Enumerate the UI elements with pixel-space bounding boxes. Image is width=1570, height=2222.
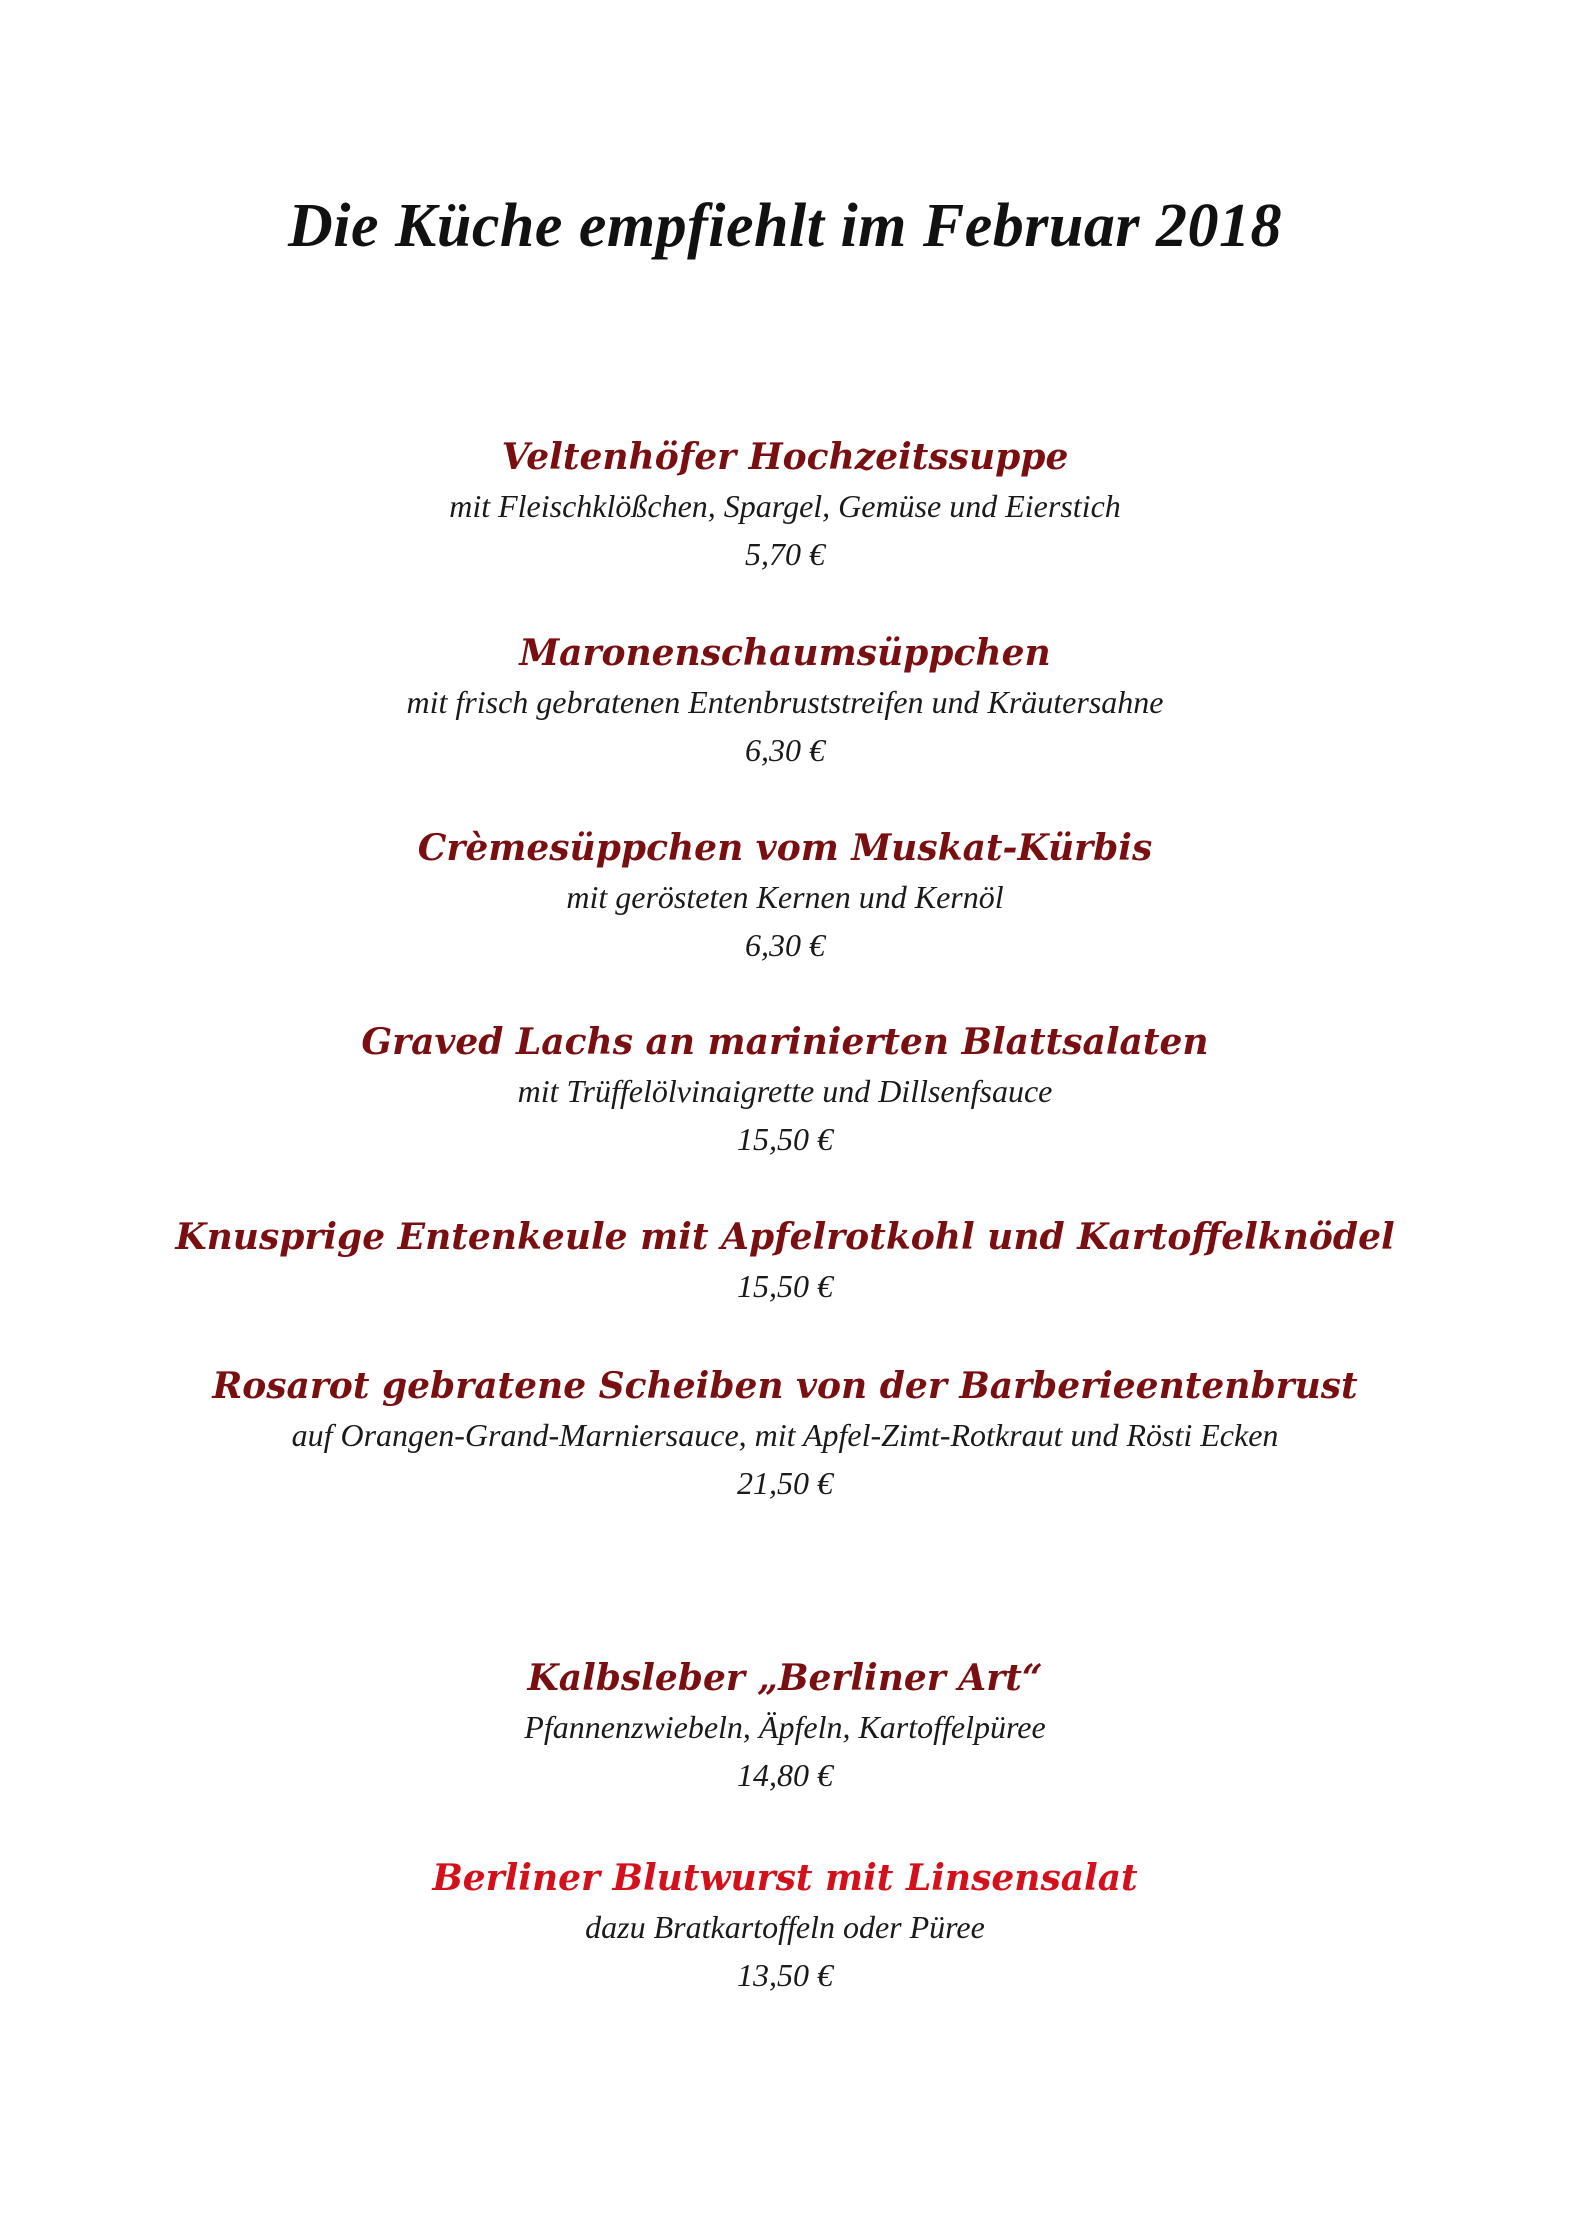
dish-name: Berliner Blutwurst mit Linsensalat bbox=[432, 1857, 1138, 1899]
dish-description: mit frisch gebratenen Entenbruststreifen und Kräutersahne bbox=[406, 684, 1164, 720]
menu-item bbox=[0, 1853, 1570, 1999]
menu-item bbox=[0, 1361, 1570, 1507]
dish-name: Crèmesüppchen vom Muskat-Kürbis bbox=[417, 827, 1153, 869]
dish-price: 14,80 € bbox=[737, 1757, 833, 1793]
dish-name: Graved Lachs an marinierten Blattsalaten bbox=[361, 1021, 1209, 1063]
dish-price: 13,50 € bbox=[737, 1957, 833, 1993]
menu-item bbox=[0, 628, 1570, 774]
dish-price: 21,50 € bbox=[737, 1465, 833, 1501]
menu-item bbox=[0, 432, 1570, 578]
dish-name: Rosarot gebratene Scheiben von der Barberieentenbrust bbox=[212, 1365, 1358, 1407]
dish-price: 15,50 € bbox=[737, 1268, 833, 1304]
dish-description: dazu Bratkartoffeln oder Püree bbox=[585, 1909, 985, 1945]
page-title: Die Küche empfiehlt im Februar 2018 bbox=[288, 192, 1282, 260]
menu-item bbox=[0, 1017, 1570, 1163]
dish-description: auf Orangen-Grand-Marniersauce, mit Apfel-Zimt-Rotkraut und Rösti Ecken bbox=[291, 1417, 1279, 1453]
dish-description: mit Trüffelölvinaigrette und Dillsenfsauce bbox=[517, 1073, 1053, 1109]
menu-item bbox=[0, 823, 1570, 969]
menu-item bbox=[0, 1653, 1570, 1799]
dish-price: 15,50 € bbox=[737, 1121, 833, 1157]
dish-description: mit gerösteten Kernen und Kernöl bbox=[566, 879, 1004, 915]
dish-description: Pfannenzwiebeln, Äpfeln, Kartoffelpüree bbox=[524, 1709, 1046, 1745]
dish-name: Knusprige Entenkeule mit Apfelrotkohl und Kartoffelknödel bbox=[175, 1216, 1395, 1258]
dish-price: 6,30 € bbox=[745, 732, 825, 768]
menu-item bbox=[0, 1212, 1570, 1310]
dish-price: 6,30 € bbox=[745, 927, 825, 963]
dish-name: Kalbsleber „Berliner Art“ bbox=[527, 1657, 1043, 1699]
dish-name: Maronenschaumsüppchen bbox=[519, 632, 1051, 674]
dish-price: 5,70 € bbox=[745, 536, 825, 572]
dish-description: mit Fleischklößchen, Spargel, Gemüse und Eierstich bbox=[449, 488, 1121, 524]
dish-name: Veltenhöfer Hochzeitssuppe bbox=[501, 436, 1069, 478]
